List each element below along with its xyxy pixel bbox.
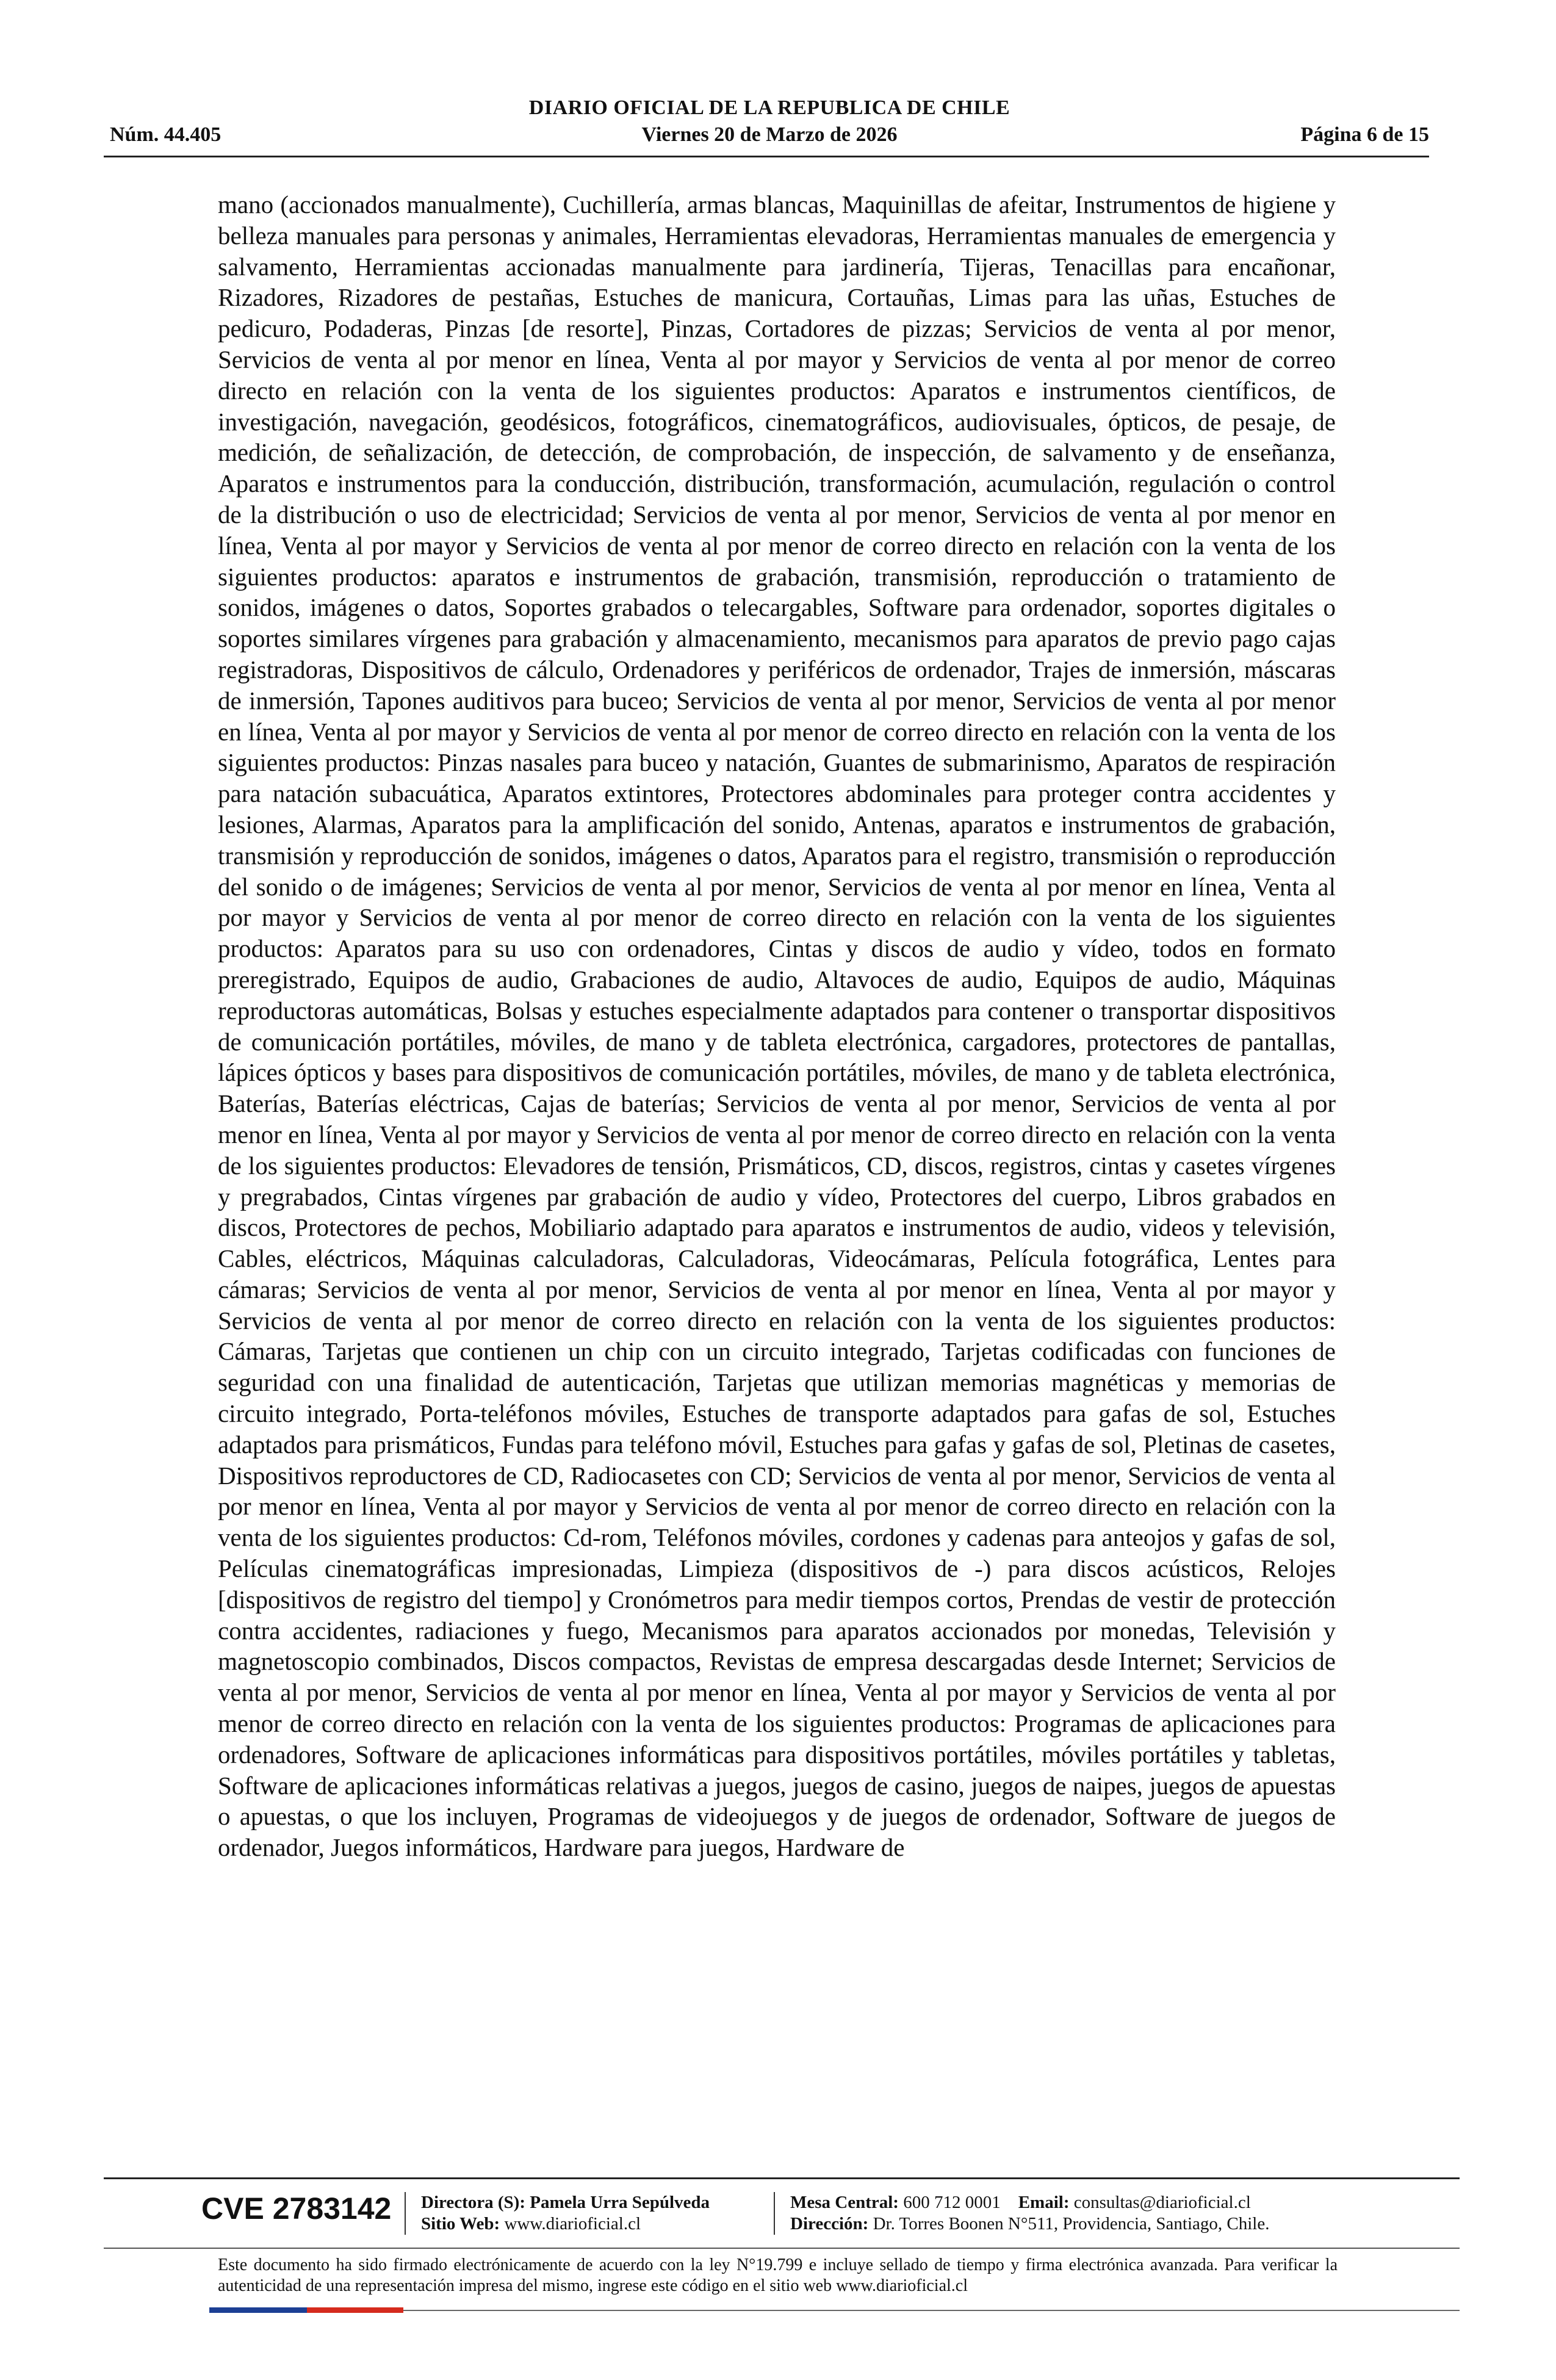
website-link[interactable]: www.diarioficial.cl — [504, 2214, 641, 2234]
footer-contact-right — [790, 2192, 1269, 2235]
address: Dr. Torres Boonen N°511, Providencia, Santiago, Chile. — [873, 2214, 1270, 2234]
footer-separator — [405, 2192, 406, 2235]
footer-separator — [774, 2192, 775, 2235]
footer-divider — [104, 2177, 1460, 2179]
bottom-rule — [403, 2310, 1460, 2311]
phone-label: Mesa Central: — [790, 2193, 899, 2212]
flag-red-segment — [307, 2307, 403, 2313]
email-link[interactable]: consultas@diarioficial.cl — [1073, 2193, 1251, 2212]
website-label: Sitio Web: — [421, 2214, 500, 2234]
publication-title: DIARIO OFICIAL DE LA REPUBLICA DE CHILE — [528, 96, 1010, 119]
phone-number: 600 712 0001 — [903, 2193, 1001, 2212]
signature-disclaimer: Este documento ha sido firmado electrónicamente de acuerdo con la ley N°19.799 e incluye sellado de tiempo y firma electrónica avanzada. Para verificar la autenticidad de una representación impresa del mismo, ingrese este código en el sitio web www.diarioficial.cl — [218, 2256, 1338, 2295]
flag-blue-segment — [209, 2307, 307, 2313]
page-header — [110, 96, 1429, 153]
issue-date: Viernes 20 de Marzo de 2026 — [641, 123, 898, 146]
body-paragraph: mano (accionados manualmente), Cuchillería, armas blancas, Maquinillas de afeitar, Instrumentos de higiene y belleza manuales para personas y animales, Herramientas elevadoras, Herramientas manuales de emergencia y salvamento, Herramientas accionadas manualmente para jardinería, Tijeras, Tenacillas para encañonar, Rizadores, Rizadores de pestañas, Estuches de manicura, Cortauñas, Limas para las uñas, Estuches de pedicuro, Podaderas, Pinzas [de resorte], Pinzas, Cortadores de pizzas; Servicios de venta al por menor, Servicios de venta al por menor en línea, Venta al por mayor y Servicios de venta al por menor de correo directo en relación con la venta de los siguientes productos: Aparatos e instrumentos científicos, de investigación, navegación, geodésicos, fotográficos, cinematográficos, audiovisuales, ópticos, de pesaje, de medición, de señalización, de detección, de comprobación, de inspección, de salvamento y de enseñanza, Aparatos e instrumentos para la conducción, distribución, transformación, acumulación, regulación o control de la distribución o uso de electricidad; Servicios de venta al por menor, Servicios de venta al por menor en línea, Venta al por mayor y Servicios de venta al por menor de correo directo en relación con la venta de los siguientes productos: aparatos e instrumentos de grabación, transmisión, reproducción o tratamiento de sonidos, imágenes o datos, Soportes grabados o telecargables, Software para ordenador, soportes digitales o soportes similares vírgenes para grabación y almacenamiento, mecanismos para aparatos de previo pago cajas registradoras, Dispositivos de cálculo, Ordenadores y periféricos de ordenador, Trajes de inmersión, máscaras de inmersión, Tapones auditivos para buceo; Servicios de venta al por menor, Servicios de venta al por menor en línea, Venta al por mayor y Servicios de venta al por menor de correo directo en relación con la venta de los siguientes productos: Pinzas nasales para buceo y natación, Guantes de submarinismo, Aparatos de respiración para natación subacuática, Aparatos extintores, Protectores abdominales para proteger contra accidentes y lesiones, Alarmas, Aparatos para la amplificación del sonido, Antenas, aparatos e instrumentos de grabación, transmisión y reproducción de sonidos, imágenes o datos, Aparatos para el registro, transmisión o reproducción del sonido o de imágenes; Servicios de venta al por menor, Servicios de venta al por menor en línea, Venta al por mayor y Servicios de venta al por menor de correo directo en relación con la venta de los siguientes productos: Aparatos para su uso con ordenadores, Cintas y discos de audio y vídeo, todos en formato preregistrado, Equipos de audio, Grabaciones de audio, Altavoces de audio, Equipos de audio, Máquinas reproductoras automáticas, Bolsas y estuches especialmente adaptados para contener o transportar dispositivos de comunicación portátiles, móviles, de mano y de tableta electrónica, cargadores, protectores de pantallas, lápices ópticos y bases para dispositivos de comunicación portátiles, móviles, de mano y de tableta electrónica, Baterías, Baterías eléctricas, Cajas de baterías; Servicios de venta al por menor, Servicios de venta al por menor en línea, Venta al por mayor y Servicios de venta al por menor de correo directo en relación con la venta de los siguientes productos: Elevadores de tensión, Prismáticos, CD, discos, registros, cintas y casetes vírgenes y pregrabados, Cintas vírgenes par grabación de audio y vídeo, Protectores del cuerpo, Libros grabados en discos, Protectores de pechos, Mobiliario adaptado para aparatos e instrumentos de audio, videos y televisión, Cables, eléctricos, Máquinas calculadoras, Calculadoras, Videocámaras, Película fotográfica, Lentes para cámaras; Servicios de venta al por menor, Servicios de venta al por menor en línea, Venta al por mayor y Servicios de venta al por menor de correo directo en relación con la venta de los siguientes productos: Cámaras, Tarjetas que contienen un chip con un circuito integrado, Tarjetas codificadas con funciones de seguridad con una finalidad de autenticación, Tarjetas que utilizan memorias magnéticas y memorias de circuito integrado, Porta-teléfonos móviles, Estuches de transporte adaptados para gafas de sol, Estuches adaptados para prismáticos, Fundas para teléfono móvil, Estuches para gafas y gafas de sol, Pletinas de casetes, Dispositivos reproductores de CD, Radiocasetes con CD; Servicios de venta al por menor, Servicios de venta al por menor en línea, Venta al por mayor y Servicios de venta al por menor de correo directo en relación con la venta de los siguientes productos: Cd-rom, Teléfonos móviles, cordones y cadenas para anteojos y gafas de sol, Películas cinematográficas impresionadas, Limpieza (dispositivos de -) para discos acústicos, Relojes [dispositivos de registro del tiempo] y Cronómetros para medir tiempos cortos, Prendas de vestir de protección contra accidentes, radiaciones y fuego, Mecanismos para aparatos accionados por monedas, Televisión y magnetoscopio combinados, Discos compactos, Revistas de empresa descargadas desde Internet; Servicios de venta al por menor, Servicios de venta al por menor en línea, Venta al por mayor y Servicios de venta al por menor de correo directo en relación con la venta de los siguientes productos: Programas de aplicaciones para ordenadores, Software de aplicaciones informáticas para dispositivos portátiles, móviles portátiles y tabletas, Software de aplicaciones informáticas relativas a juegos, juegos de casino, juegos de naipes, juegos de apuestas o apuestas, o que los incluyen, Programas de videojuegos y de juegos de ordenador, Software de juegos de ordenador, Juegos informáticos, Hardware para juegos, Hardware de — [218, 190, 1336, 1862]
email-label: Email: — [1018, 2193, 1070, 2212]
page-indicator: Página 6 de 15 — [1300, 123, 1429, 146]
director-name: Pamela Urra Sepúlveda — [530, 2193, 710, 2212]
footer-contact-left — [421, 2192, 710, 2235]
cve-code: CVE 2783142 — [201, 2191, 392, 2226]
director-label: Directora (S): — [421, 2193, 525, 2212]
header-divider — [104, 156, 1429, 157]
footer-divider-2 — [104, 2248, 1460, 2249]
flag-stripe — [209, 2307, 403, 2313]
address-label: Dirección: — [790, 2214, 869, 2234]
issue-number: Núm. 44.405 — [110, 123, 222, 146]
